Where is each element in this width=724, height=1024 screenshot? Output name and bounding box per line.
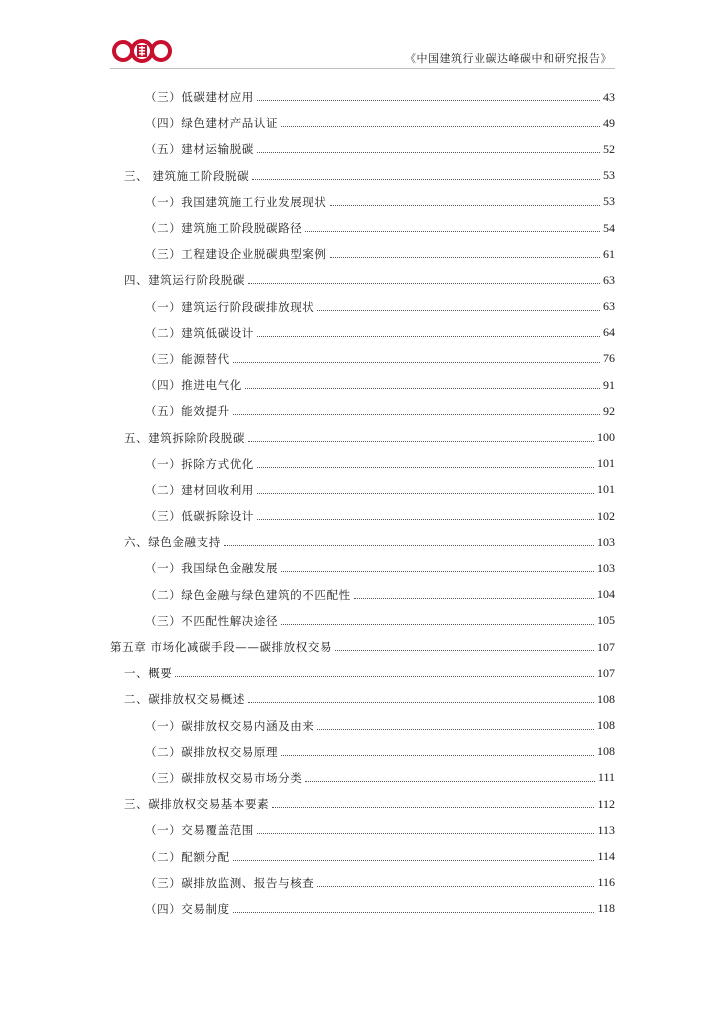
toc-entry-title: （四）绿色建材产品认证 <box>145 116 279 131</box>
toc-page-number: 92 <box>603 403 615 418</box>
toc-page-number: 107 <box>597 639 615 654</box>
toc-page-number: 53 <box>603 194 615 209</box>
toc-entry[interactable] <box>110 267 615 293</box>
toc-dot-leader <box>305 780 595 782</box>
toc-page-number: 108 <box>597 718 615 733</box>
toc-dot-leader <box>305 230 600 232</box>
toc-entry-title: 五、建筑拆除阶段脱碳 <box>124 430 245 445</box>
toc-entry-title: （二）碳排放权交易原理 <box>145 744 279 759</box>
toc-page-number: 49 <box>603 115 615 130</box>
toc-dot-leader <box>252 178 600 180</box>
toc-entry[interactable] <box>110 163 615 189</box>
toc-entry[interactable] <box>110 320 615 346</box>
toc-dot-leader <box>248 701 594 703</box>
toc-page-number: 113 <box>597 822 615 837</box>
toc-dot-leader <box>317 728 594 730</box>
toc-page-number: 100 <box>597 430 615 445</box>
toc-dot-leader <box>281 570 594 572</box>
toc-page-number: 54 <box>603 220 615 235</box>
toc-entry[interactable] <box>110 84 615 110</box>
toc-entry[interactable] <box>110 503 615 529</box>
toc-entry-title: 四、建筑运行阶段脱碳 <box>124 273 245 288</box>
toc-entry-title: （四）推进电气化 <box>145 378 242 393</box>
toc-entry[interactable] <box>110 765 615 791</box>
toc-entry-title: （三）低碳建材应用 <box>145 90 254 105</box>
toc-dot-leader <box>257 518 594 520</box>
toc-entry[interactable] <box>110 189 615 215</box>
toc-dot-leader <box>233 413 600 415</box>
toc-page-number: 116 <box>597 875 615 890</box>
toc-dot-leader <box>224 544 594 546</box>
toc-entry[interactable] <box>110 660 615 686</box>
toc-dot-leader <box>257 99 600 101</box>
toc-entry[interactable] <box>110 608 615 634</box>
toc-entry-title: 三、 建筑施工阶段脱碳 <box>124 168 250 183</box>
toc-entry-title: （三）低碳拆除设计 <box>145 509 254 524</box>
page-header <box>0 0 724 70</box>
toc-entry-title: 一、概要 <box>124 666 173 681</box>
toc-entry[interactable] <box>110 870 615 896</box>
toc-page-number: 76 <box>603 351 615 366</box>
toc-page-number: 107 <box>597 665 615 680</box>
toc-entry[interactable] <box>110 713 615 739</box>
toc-entry-title: （三）碳排放监测、报告与核查 <box>145 875 315 890</box>
toc-dot-leader <box>257 492 594 494</box>
toc-entry-title: （二）配额分配 <box>145 849 230 864</box>
toc-entry-title: 第五章 市场化减碳手段——碳排放权交易 <box>110 640 333 655</box>
toc-dot-leader <box>233 911 595 913</box>
toc-dot-leader <box>272 806 594 808</box>
toc-entry[interactable] <box>110 896 615 922</box>
toc-page-number: 103 <box>597 534 615 549</box>
toc-entry[interactable] <box>110 451 615 477</box>
toc-entry-title: （三）碳排放权交易市场分类 <box>145 770 303 785</box>
toc-page-number: 52 <box>603 141 615 156</box>
toc-page-number: 103 <box>597 560 615 575</box>
toc-entry-title: （二）建筑施工阶段脱碳路径 <box>145 221 303 236</box>
toc-page-number: 91 <box>603 377 615 392</box>
toc-entry-title: （四）交易制度 <box>145 901 230 916</box>
toc-entry-title: （三）工程建设企业脱碳典型案例 <box>145 247 327 262</box>
toc-dot-leader <box>257 466 594 468</box>
toc-entry[interactable] <box>110 555 615 581</box>
toc-entry-title: （一）拆除方式优化 <box>145 456 254 471</box>
toc-dot-leader <box>330 204 601 206</box>
toc-entry-title: 三、碳排放权交易基本要素 <box>124 797 270 812</box>
toc-entry[interactable] <box>110 294 615 320</box>
toc-dot-leader <box>257 335 600 337</box>
toc-entry-title: （二）绿色金融与绿色建筑的不匹配性 <box>145 587 351 602</box>
header-divider <box>110 68 615 69</box>
toc-page-number: 101 <box>597 482 615 497</box>
toc-entry[interactable] <box>110 477 615 503</box>
toc-entry-title: （二）建筑低碳设计 <box>145 325 254 340</box>
toc-entry[interactable] <box>110 110 615 136</box>
toc-page-number: 102 <box>597 508 615 523</box>
toc-page-number: 101 <box>597 456 615 471</box>
report-title: 《中国建筑行业碳达峰碳中和研究报告》 <box>405 52 612 65</box>
toc-page-number: 114 <box>597 849 615 864</box>
toc-dot-leader <box>330 256 601 258</box>
toc-entry-title: （一）交易覆盖范围 <box>145 823 254 838</box>
toc-dot-leader <box>281 623 594 625</box>
toc-dot-leader <box>248 282 600 284</box>
toc-entry-title: （五）能效提升 <box>145 404 230 419</box>
toc-entry[interactable] <box>110 215 615 241</box>
toc-entry[interactable] <box>110 529 615 555</box>
toc-entry[interactable] <box>110 582 615 608</box>
toc-page-number: 63 <box>603 272 615 287</box>
toc-dot-leader <box>281 754 594 756</box>
toc-entry[interactable] <box>110 241 615 267</box>
table-of-contents <box>110 84 615 922</box>
toc-dot-leader <box>335 649 594 651</box>
toc-entry[interactable] <box>110 686 615 712</box>
toc-entry-title: （二）建材回收利用 <box>145 482 254 497</box>
toc-page-number: 108 <box>597 691 615 706</box>
toc-dot-leader <box>245 387 600 389</box>
toc-entry-title: （三）不匹配性解决途径 <box>145 613 279 628</box>
toc-entry-title: 二、碳排放权交易概述 <box>124 692 245 707</box>
toc-entry[interactable] <box>110 634 615 660</box>
toc-entry-title: （一）我国绿色金融发展 <box>145 561 279 576</box>
toc-page-number: 63 <box>603 299 615 314</box>
toc-entry[interactable] <box>110 817 615 843</box>
toc-page-number: 105 <box>597 613 615 628</box>
toc-entry-title: （三）能源替代 <box>145 351 230 366</box>
toc-page-number: 104 <box>597 587 615 602</box>
organization-seal-logo-icon <box>111 38 173 64</box>
toc-entry[interactable] <box>110 372 615 398</box>
toc-entry[interactable] <box>110 739 615 765</box>
toc-dot-leader <box>233 361 600 363</box>
toc-entry-title: （一）建筑运行阶段碳排放现状 <box>145 299 315 314</box>
toc-dot-leader <box>175 675 594 677</box>
toc-entry[interactable] <box>110 424 615 450</box>
toc-page-number: 64 <box>603 325 615 340</box>
toc-entry[interactable] <box>110 398 615 424</box>
toc-entry[interactable] <box>110 136 615 162</box>
toc-dot-leader <box>257 832 595 834</box>
toc-entry-title: 六、绿色金融支持 <box>124 535 221 550</box>
toc-entry[interactable] <box>110 346 615 372</box>
toc-page-number: 108 <box>597 744 615 759</box>
toc-page-number: 61 <box>603 246 615 261</box>
toc-dot-leader <box>317 309 600 311</box>
toc-entry-title: （一）碳排放权交易内涵及由来 <box>145 718 315 733</box>
toc-page-number: 111 <box>597 770 615 785</box>
toc-page-number: 53 <box>603 168 615 183</box>
toc-dot-leader <box>248 440 594 442</box>
toc-dot-leader <box>257 151 600 153</box>
toc-dot-leader <box>317 885 594 887</box>
toc-dot-leader <box>354 597 594 599</box>
toc-dot-leader <box>281 125 600 127</box>
toc-entry[interactable] <box>110 791 615 817</box>
toc-page-number: 112 <box>597 796 615 811</box>
toc-entry[interactable] <box>110 843 615 869</box>
toc-page-number: 43 <box>603 89 615 104</box>
toc-page-number: 118 <box>597 901 615 916</box>
toc-entry-title: （五）建材运输脱碳 <box>145 142 254 157</box>
toc-dot-leader <box>233 859 595 861</box>
toc-entry-title: （一）我国建筑施工行业发展现状 <box>145 194 327 209</box>
